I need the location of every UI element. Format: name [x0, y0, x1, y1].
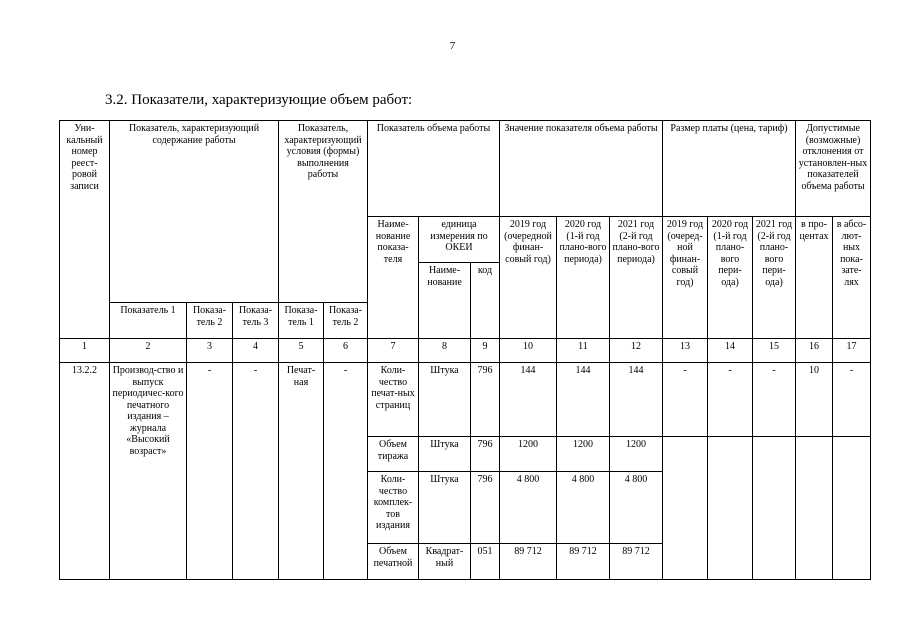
header-okei-code: код	[471, 263, 500, 339]
column-number: 12	[610, 339, 663, 363]
header-row-1	[60, 121, 871, 217]
value-2020: 89 712	[557, 544, 610, 580]
column-number: 8	[419, 339, 471, 363]
fee-2019: -	[663, 363, 708, 437]
header-in-absolute: в абсо-лют-ных пока-зате-лях	[833, 217, 871, 339]
header-deviations: Допустимые (возможные) отклонения от установлен-ных показателей объема работы	[796, 121, 871, 217]
registry-number: 13.2.2	[60, 363, 110, 580]
indicator-name: Объем печатной	[368, 544, 419, 580]
header-content-2: Показа-тель 2	[187, 303, 233, 339]
indicator-name: Коли-чество печат-ных страниц	[368, 363, 419, 437]
header-content-1: Показатель 1	[110, 303, 187, 339]
header-volume-value: Значение показателя объема работы	[500, 121, 663, 217]
column-number: 11	[557, 339, 610, 363]
condition-indicator-2: -	[324, 363, 368, 580]
header-cond-1: Показа-тель 1	[279, 303, 324, 339]
header-content-3: Показа-тель 3	[233, 303, 279, 339]
value-2021: 1200	[610, 437, 663, 472]
header-2019: 2019 год (очередной финан-совый год)	[500, 217, 557, 339]
unit-code: 051	[471, 544, 500, 580]
header-volume-indicator: Показатель объема работы	[368, 121, 500, 217]
header-condition-indicator: Показатель, характеризующий условия (формы) выполнения работы	[279, 121, 368, 303]
header-okei-unit: единица измерения по ОКЕИ	[419, 217, 500, 263]
column-number: 3	[187, 339, 233, 363]
condition-indicator-1: Печат-ная	[279, 363, 324, 580]
page-number: 7	[449, 40, 456, 52]
header-in-percent: в про-центах	[796, 217, 833, 339]
content-indicator-1: Производ-ство и выпуск периодичес-кого печатного издания – журнала «Высокий возраст»	[110, 363, 187, 580]
value-2019: 4 800	[500, 472, 557, 544]
column-number: 1	[60, 339, 110, 363]
header-fee-2019: 2019 год (очеред-ной финан-совый год)	[663, 217, 708, 339]
table-row	[60, 363, 871, 437]
value-2019: 144	[500, 363, 557, 437]
unit-name: Штука	[419, 363, 471, 437]
deviation-percent: 10	[796, 363, 833, 437]
column-number: 13	[663, 339, 708, 363]
fee-2021: -	[753, 363, 796, 437]
content-indicator-2: -	[187, 363, 233, 580]
empty-cell	[663, 437, 708, 580]
header-content-indicator: Показатель, характеризующий содержание работы	[110, 121, 279, 303]
empty-cell	[796, 437, 833, 580]
work-volume-table	[59, 120, 871, 580]
fee-2020: -	[708, 363, 753, 437]
column-numbers-row	[60, 339, 871, 363]
indicator-name: Объем тиража	[368, 437, 419, 472]
value-2020: 144	[557, 363, 610, 437]
value-2021: 144	[610, 363, 663, 437]
column-number: 16	[796, 339, 833, 363]
value-2021: 4 800	[610, 472, 663, 544]
empty-cell	[753, 437, 796, 580]
indicator-name: Коли-чество комплек-тов издания	[368, 472, 419, 544]
column-number: 17	[833, 339, 871, 363]
column-number: 7	[368, 339, 419, 363]
empty-cell	[833, 437, 871, 580]
unit-name: Квадрат-ный	[419, 544, 471, 580]
column-number: 6	[324, 339, 368, 363]
column-number: 15	[753, 339, 796, 363]
header-okei-name: Наиме-нование	[419, 263, 471, 339]
value-2019: 89 712	[500, 544, 557, 580]
header-unique-number: Уни-кальный номер реест-ровой записи	[60, 121, 110, 339]
header-indicator-name: Наиме-нование показа-теля	[368, 217, 419, 339]
unit-code: 796	[471, 472, 500, 544]
unit-code: 796	[471, 363, 500, 437]
value-2019: 1200	[500, 437, 557, 472]
column-number: 10	[500, 339, 557, 363]
header-fee: Размер платы (цена, тариф)	[663, 121, 796, 217]
column-number: 14	[708, 339, 753, 363]
header-cond-2: Показа-тель 2	[324, 303, 368, 339]
unit-name: Штука	[419, 472, 471, 544]
column-number: 2	[110, 339, 187, 363]
content-indicator-3: -	[233, 363, 279, 580]
deviation-absolute: -	[833, 363, 871, 437]
value-2020: 4 800	[557, 472, 610, 544]
unit-name: Штука	[419, 437, 471, 472]
column-number: 5	[279, 339, 324, 363]
value-2021: 89 712	[610, 544, 663, 580]
header-2021: 2021 год (2-й год плано-вого периода)	[610, 217, 663, 339]
empty-cell	[708, 437, 753, 580]
column-number: 9	[471, 339, 500, 363]
header-fee-2020: 2020 год (1-й год плано-вого пери-ода)	[708, 217, 753, 339]
section-title: 3.2. Показатели, характеризующие объем работ:	[105, 92, 413, 108]
header-fee-2021: 2021 год (2-й год плано-вого пери-ода)	[753, 217, 796, 339]
header-2020: 2020 год (1-й год плано-вого периода)	[557, 217, 610, 339]
column-number: 4	[233, 339, 279, 363]
value-2020: 1200	[557, 437, 610, 472]
unit-code: 796	[471, 437, 500, 472]
